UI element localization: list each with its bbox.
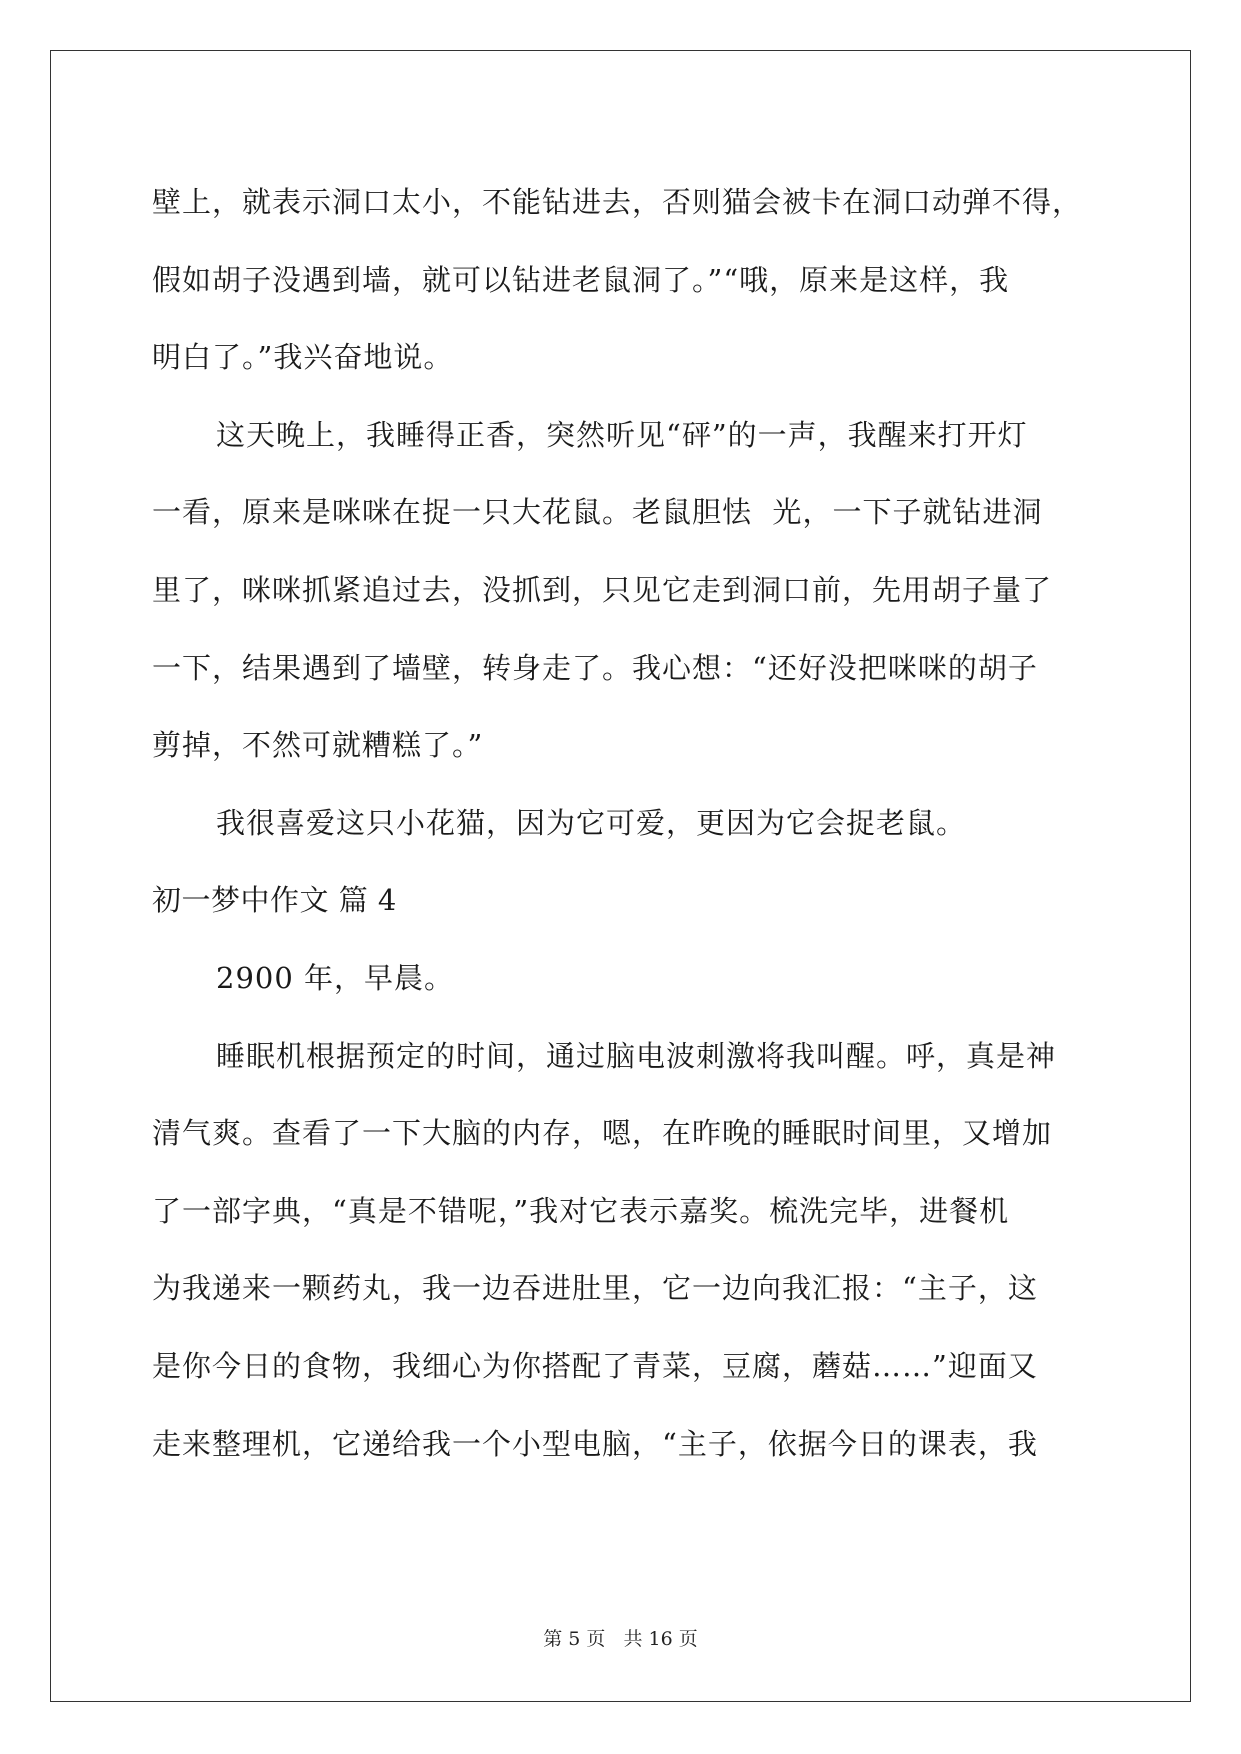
paragraph-start-line: 2900 年，早晨。 xyxy=(216,960,455,995)
paragraph-start-line: 睡眠机根据预定的时间，通过脑电波刺激将我叫醒。呼，真是神 xyxy=(216,1038,1057,1073)
text-line: 了一部字典，“真是不错呢，”我对它表示嘉奖。梳洗完毕，进餐机 xyxy=(152,1193,1010,1228)
page-number-footer: 第 5 页 共 16 页 xyxy=(543,1628,698,1650)
text-line: 假如胡子没遇到墙，就可以钻进老鼠洞了。”“哦，原来是这样，我 xyxy=(152,262,1010,297)
text-line: 清气爽。查看了一下大脑的内存，嗯，在昨晚的睡眠时间里，又增加 xyxy=(152,1116,1053,1151)
text-line: 是你今日的食物，我细心为你搭配了青菜，豆腐，蘑菇……”迎面又 xyxy=(152,1348,1038,1383)
text-line: 剪掉，不然可就糟糕了。” xyxy=(152,728,484,763)
text-line: 一下，结果遇到了墙壁，转身走了。我心想：“还好没把咪咪的胡子 xyxy=(152,650,1038,685)
paragraph-start-line: 这天晚上，我睡得正香，突然听见“砰”的一声，我醒来打开灯 xyxy=(216,417,1028,452)
paragraph-start-line: 我很喜爱这只小花猫，因为它可爱，更因为它会捉老鼠。 xyxy=(216,805,967,840)
section-heading: 初一梦中作文 篇 4 xyxy=(152,883,397,918)
text-line: 里了，咪咪抓紧追过去，没抓到，只见它走到洞口前，先用胡子量了 xyxy=(152,572,1053,607)
text-line: 走来整理机，它递给我一个小型电脑，“主子，依据今日的课表，我 xyxy=(152,1426,1038,1461)
text-line: 为我递来一颗药丸，我一边吞进肚里，它一边向我汇报：“主子，这 xyxy=(152,1271,1038,1306)
text-line: 一看，原来是咪咪在捉一只大花鼠。老鼠胆怯 光，一下子就钻进洞 xyxy=(152,495,1043,530)
text-line: 壁上，就表示洞口太小，不能钻进去，否则猫会被卡在洞口动弹不得， xyxy=(152,185,1083,219)
text-line: 明白了。”我兴奋地说。 xyxy=(152,340,454,375)
document-body xyxy=(152,164,1092,1483)
